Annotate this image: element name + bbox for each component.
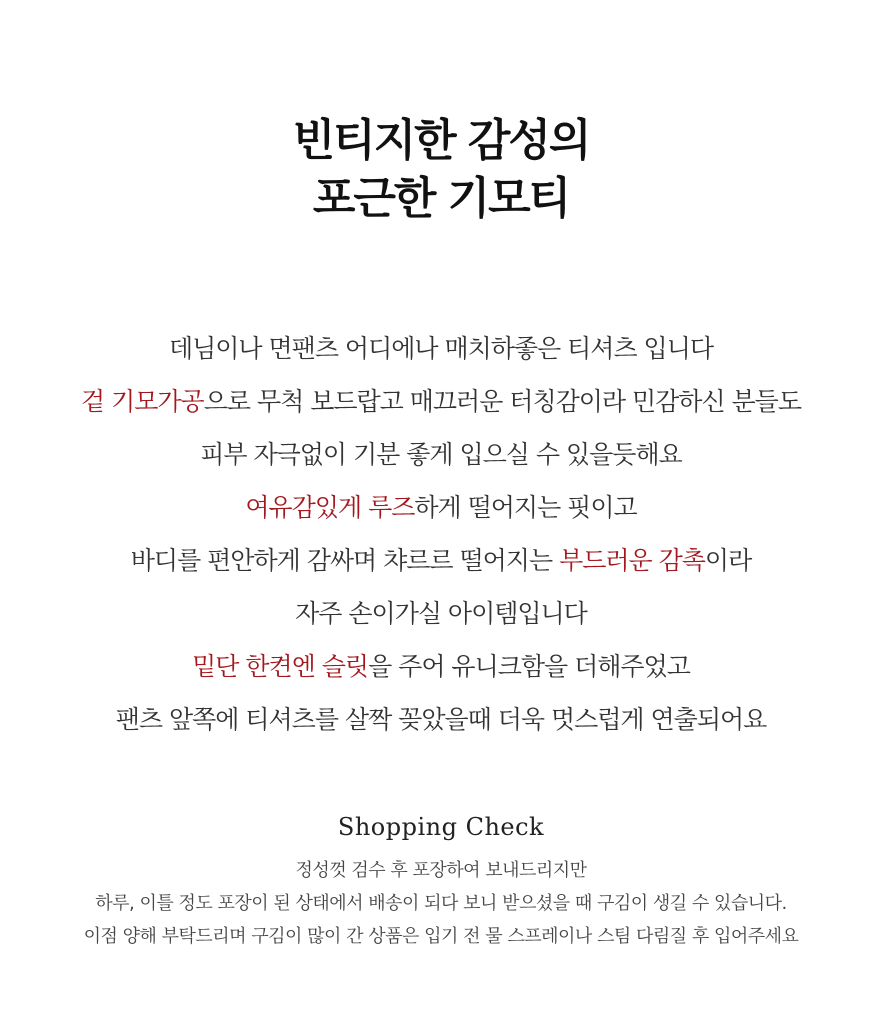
shopping-check-notice <box>0 854 882 953</box>
description-line-7 <box>0 640 882 693</box>
highlight-loose-fit: 여유감있게 루즈 <box>245 493 415 522</box>
description-line-5 <box>0 534 882 587</box>
headline-line-1: 빈티지한 감성의 <box>292 115 590 166</box>
shopping-check-title: Shopping Check <box>337 813 545 841</box>
shopping-check-line-3: 이점 양해 부탁드리며 구김이 많이 간 상품은 입기 전 물 스프레이나 스팀 다림질 후 입어주세요 <box>83 926 799 947</box>
highlight-hem-slit: 밑단 한켠엔 슬릿 <box>192 652 369 681</box>
description-line-2 <box>0 375 882 428</box>
highlight-brushed-finish: 겉 기모가공 <box>81 387 204 416</box>
highlight-soft-touch: 부드러운 감촉 <box>559 546 705 575</box>
shopping-check-line-2: 하루, 이틀 정도 포장이 된 상태에서 배송이 되다 보니 받으셨을 때 구김이 생길 수 있습니다. <box>95 893 787 914</box>
description-line-5-post: 이라 <box>704 546 752 575</box>
description-line-7-text: 을 주어 유니크함을 더해주었고 <box>368 652 690 681</box>
headline <box>0 112 882 228</box>
product-description <box>0 322 882 746</box>
description-line-8: 팬츠 앞쪽에 티셔츠를 살짝 꽂았을때 더욱 멋스럽게 연출되어요 <box>115 705 767 734</box>
description-line-5-pre: 바디를 편안하게 감싸며 챠르르 떨어지는 <box>130 546 560 575</box>
description-line-6: 자주 손이가실 아이템입니다 <box>295 599 587 628</box>
description-line-4 <box>0 481 882 534</box>
description-line-2-text: 으로 무척 보드랍고 매끄러운 터칭감이라 민감하신 분들도 <box>203 387 801 416</box>
description-line-4-text: 하게 떨어지는 핏이고 <box>414 493 637 522</box>
headline-line-2: 포근한 기모티 <box>312 173 570 224</box>
description-line-1: 데님이나 면팬츠 어디에나 매치하좋은 티셔츠 입니다 <box>168 334 714 363</box>
description-line-3: 피부 자극없이 기분 좋게 입으실 수 있을듯해요 <box>200 440 682 469</box>
shopping-check-line-1: 정성껏 검수 후 포장하여 보내드리지만 <box>295 860 587 881</box>
